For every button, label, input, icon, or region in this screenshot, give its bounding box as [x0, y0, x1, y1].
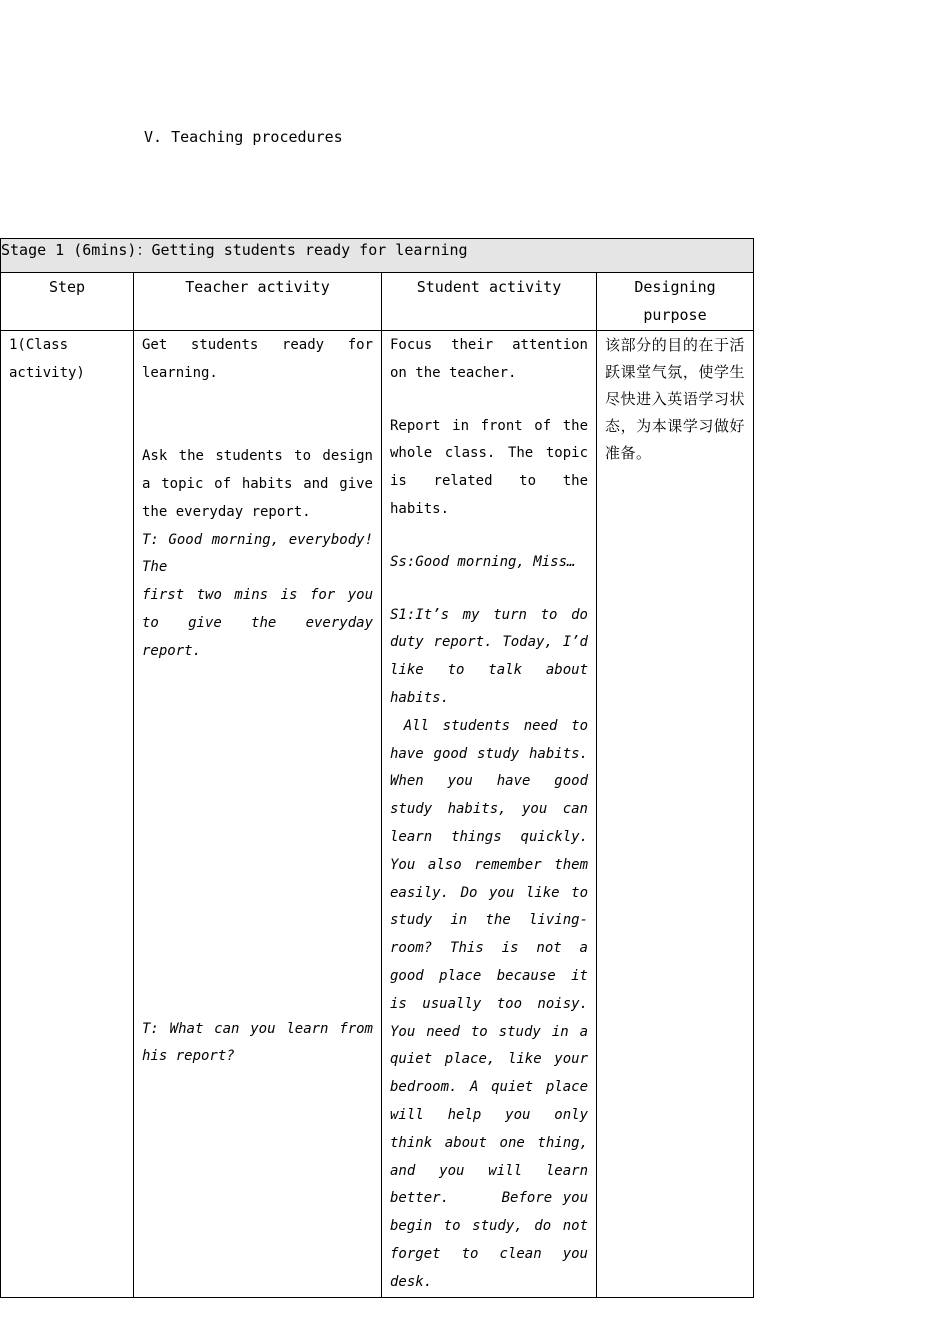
student-p4: S1:It’s my turn to do duty report. Today, I’d like to talk about habits.	[390, 606, 588, 706]
purpose-text: 该部分的目的在于活跃课堂气氛，使学生尽快进入英语学习状态，为本课学习做好准备。	[605, 336, 746, 462]
step-cell	[1, 331, 134, 1298]
teacher-activity-cell	[134, 331, 382, 1298]
teaching-procedures-table	[0, 238, 754, 1298]
student-p3: Ss:Good morning, Miss…	[390, 553, 576, 570]
teacher-p1: Get students ready for learning.	[142, 337, 373, 381]
teacher-p5: T: What can you learn from his report?	[142, 1020, 373, 1065]
stage-row	[1, 239, 754, 273]
header-purpose-line1: Designing	[634, 278, 716, 296]
table-row	[1, 331, 754, 1298]
step-text: 1(Class activity)	[9, 337, 85, 381]
header-step: Step	[1, 273, 134, 331]
header-row	[1, 273, 754, 331]
designing-purpose-cell	[597, 331, 754, 1298]
teacher-p3: T: Good morning, everybody! The	[142, 531, 373, 576]
section-title: V. Teaching procedures	[144, 128, 343, 146]
stage-label: Stage 1 (6mins)：Getting students ready for learning	[1, 239, 754, 273]
student-p1: Focus their attention on the teacher.	[390, 337, 588, 381]
header-designing-purpose	[597, 273, 754, 331]
student-activity-cell	[382, 331, 597, 1298]
teacher-p2: Ask the students to design a topic of habits and give the everyday report.	[142, 448, 373, 520]
header-student-activity: Student activity	[382, 273, 597, 331]
teacher-p4: first two mins is for you to give the everyday report.	[142, 587, 373, 659]
student-p5: All students need to have good study habits. When you have good study habits, you can learn things quickly. You also remember them easily. Do you like to study in the living-room? This is not a good place because it is usually too noisy. You need to study in a quiet place, like your bedroom. A quiet place will help you only think about one thing, and you will learn better. Before you begin to study, do not forget to clean you desk.	[390, 717, 597, 1290]
student-p2: Report in front of the whole class. The topic is related to the habits.	[390, 417, 588, 517]
header-purpose-line2: purpose	[643, 306, 707, 324]
header-teacher-activity: Teacher activity	[134, 273, 382, 331]
